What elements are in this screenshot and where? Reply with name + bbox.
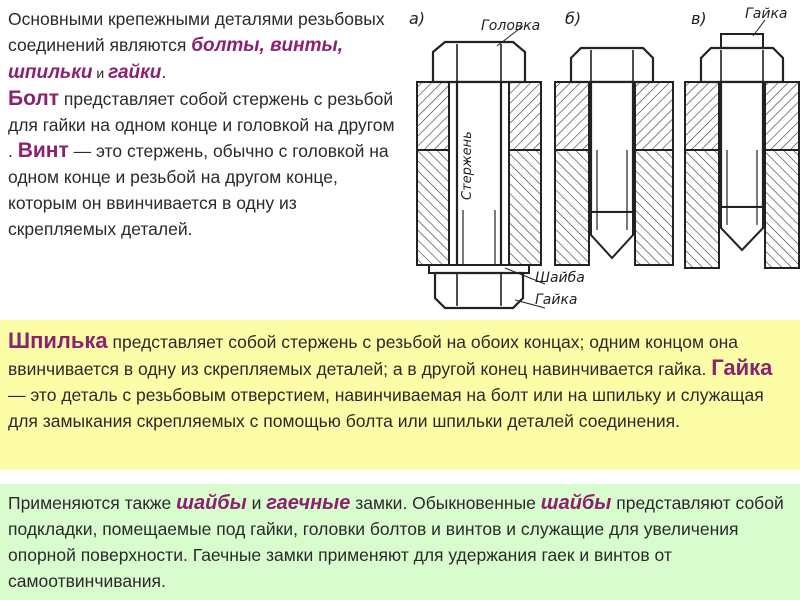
fastener-figure: [405, 0, 800, 320]
washers-term: шайбы: [176, 492, 247, 514]
rod-label: Стержень: [460, 131, 475, 200]
locks-term: гаечные: [266, 492, 351, 514]
nut-top-label: Гайка: [745, 6, 788, 22]
stud-nut-definition-box: [0, 320, 800, 470]
washer-paragraph: [8, 490, 792, 594]
washer-intro: Применяются также: [8, 493, 177, 513]
stud-definition: представляет собой стержень с резьбой на обоих концах; одним концом она ввинчивается в одну из скрепляемых деталей; а в другой конец навинчивается гайка.: [8, 332, 738, 379]
nut-bottom-label: Гайка: [535, 292, 578, 308]
screw-definition: — это стержень, обычно с головкой на одном конце и резьбой на другом конце, которым он ввинчивается в одну из скрепляемых деталей.: [8, 141, 389, 239]
washer-definition: представляют собой подкладки, помещаемые под гайки, головки болтов и винтов и служащие для увеличения опорной поверхности. Гаечные замки применяют для удержания гаек и винтов от самоотвинчивания.: [8, 493, 784, 591]
washers-term-2: шайбы: [540, 492, 612, 514]
fastener-drawing: [405, 0, 800, 320]
stud-assembly: [685, 6, 799, 268]
intro-text: [8, 6, 403, 242]
bolt-definition: представляет собой стержень с резьбой для гайки на одном конце и головкой на другом .: [8, 89, 395, 161]
label-a: а): [409, 9, 426, 28]
period: .: [161, 62, 167, 82]
washer-label: Шайба: [535, 270, 585, 286]
washer-lock-box: [0, 484, 800, 600]
screw-term: Винт: [17, 139, 69, 162]
nut-definition: — это деталь с резьбовым отверстием, навинчиваемая на болт или на шпильку и служащая для замыкания скрепляемых с помощью болта или шпильки деталей соединения.: [8, 385, 764, 431]
separator: [0, 470, 800, 484]
nut-term: Гайка: [711, 355, 773, 380]
bolt-term: Болт: [8, 87, 60, 110]
intro-lead: Основными крепежными деталями резьбовых соединений являются: [8, 9, 385, 55]
label-v: в): [691, 9, 707, 28]
stud-term: Шпилька: [8, 328, 108, 353]
fastener-terms: болты, винты, шпильки: [8, 35, 344, 83]
washer-and: и: [246, 493, 267, 513]
nuts-term: гайки: [108, 62, 162, 83]
stud-paragraph: [8, 328, 792, 434]
head-label: Головка: [481, 18, 541, 34]
and-word: и: [92, 65, 109, 81]
label-b: б): [565, 9, 582, 28]
washer-mid: замки. Обыкновенные: [350, 493, 541, 513]
screw-assembly: [555, 9, 673, 265]
intro-paragraph: [8, 6, 403, 242]
